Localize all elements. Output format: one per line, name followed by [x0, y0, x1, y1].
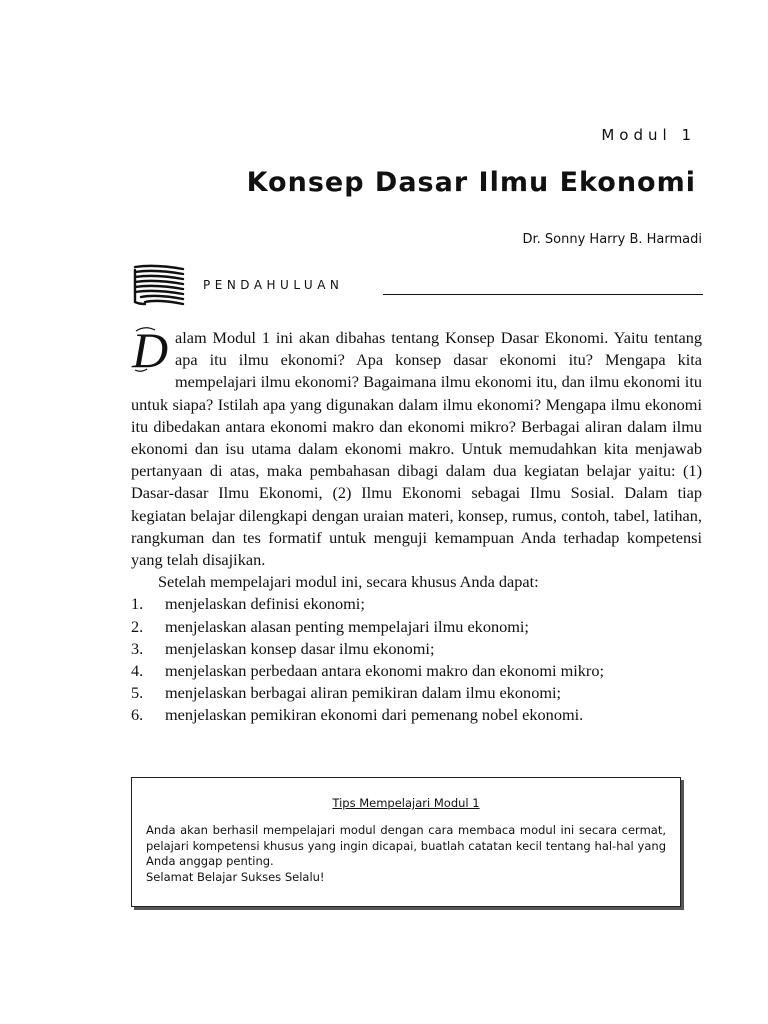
list-item-text: menjelaskan pemikiran ekonomi dari pemenang nobel ekonomi. — [165, 705, 584, 725]
list-item-number: 3. — [131, 638, 144, 658]
tips-box — [131, 777, 681, 907]
list-item — [131, 704, 702, 726]
section-header — [131, 264, 703, 308]
list-item-text: menjelaskan alasan penting mempelajari ilmu ekonomi; — [165, 616, 529, 636]
list-item-number: 2. — [131, 616, 144, 636]
list-item-number: 1. — [131, 594, 144, 614]
dropcap-letter — [131, 327, 171, 373]
book-pages-icon — [131, 264, 187, 306]
list-item — [131, 638, 702, 660]
page-title: Konsep Dasar Ilmu Ekonomi — [246, 167, 696, 198]
intro-paragraph — [131, 327, 702, 571]
list-item — [131, 593, 702, 615]
body-text — [131, 327, 702, 727]
list-item-number: 4. — [131, 661, 144, 681]
intro-paragraph-text: alam Modul 1 ini akan dibahas tentang Konsep Dasar Ekonomi. Yaitu tentang apa itu ilmu ekonomi? Apa konsep dasar ekonomi itu? Mengapa kita mempelajari ilmu ekonomi? Bagaimana ilmu ekonomi itu, dan ilmu ekonomi itu untuk siapa? Istilah apa yang digunakan dalam ilmu ekonomi? Mengapa ilmu ekonomi itu dibedakan antara ekonomi makro dan ekonomi mikro? Berbagai aliran dalam ilmu ekonomi dan isu utama dalam ekonomi makro. Untuk memudahkan kita menjawab pertanyaan di atas, maka pembahasan dibagi dalam dua kegiatan belajar yaitu: (1) Dasar-dasar Ilmu Ekonomi, (2) Ilmu Ekonomi sebagai Ilmu Sosial. Dalam tiap kegiatan belajar dilengkapi dengan uraian materi, konsep, rumus, contoh, tabel, latihan, rangkuman dan tes formatif untuk menguji kemampuan Anda terhadap kompetensi yang telah disajikan. — [131, 328, 702, 570]
list-item — [131, 682, 702, 704]
objectives-list — [131, 593, 702, 726]
list-item-text: menjelaskan perbedaan antara ekonomi makro dan ekonomi mikro; — [165, 661, 604, 681]
svg-text:D: D — [132, 327, 169, 373]
section-title: PENDAHULUAN — [203, 278, 344, 292]
list-item — [131, 616, 702, 638]
list-item-number: 5. — [131, 683, 144, 703]
tips-body: Anda akan berhasil mempelajari modul dengan cara membaca modul ini secara cermat, pelajari kompetensi khusus yang ingin dicapai, buatlah catatan kecil tentang hal-hal yang Anda anggap penting. — [146, 823, 666, 868]
objectives-lead: Setelah mempelajari modul ini, secara khusus Anda dapat: — [158, 572, 539, 592]
list-item-number: 6. — [131, 705, 144, 725]
module-label: Modul 1 — [601, 126, 696, 144]
section-divider — [383, 294, 703, 295]
author-name: Dr. Sonny Harry B. Harmadi — [522, 232, 702, 247]
list-item-text: menjelaskan berbagai aliran pemikiran dalam ilmu ekonomi; — [165, 683, 562, 703]
tips-text — [146, 823, 666, 885]
list-item-text: menjelaskan definisi ekonomi; — [165, 594, 365, 614]
list-item-text: menjelaskan konsep dasar ilmu ekonomi; — [165, 638, 435, 658]
list-item — [131, 660, 702, 682]
tips-closing: Selamat Belajar Sukses Selalu! — [146, 869, 325, 884]
tips-title: Tips Mempelajari Modul 1 — [332, 796, 480, 810]
